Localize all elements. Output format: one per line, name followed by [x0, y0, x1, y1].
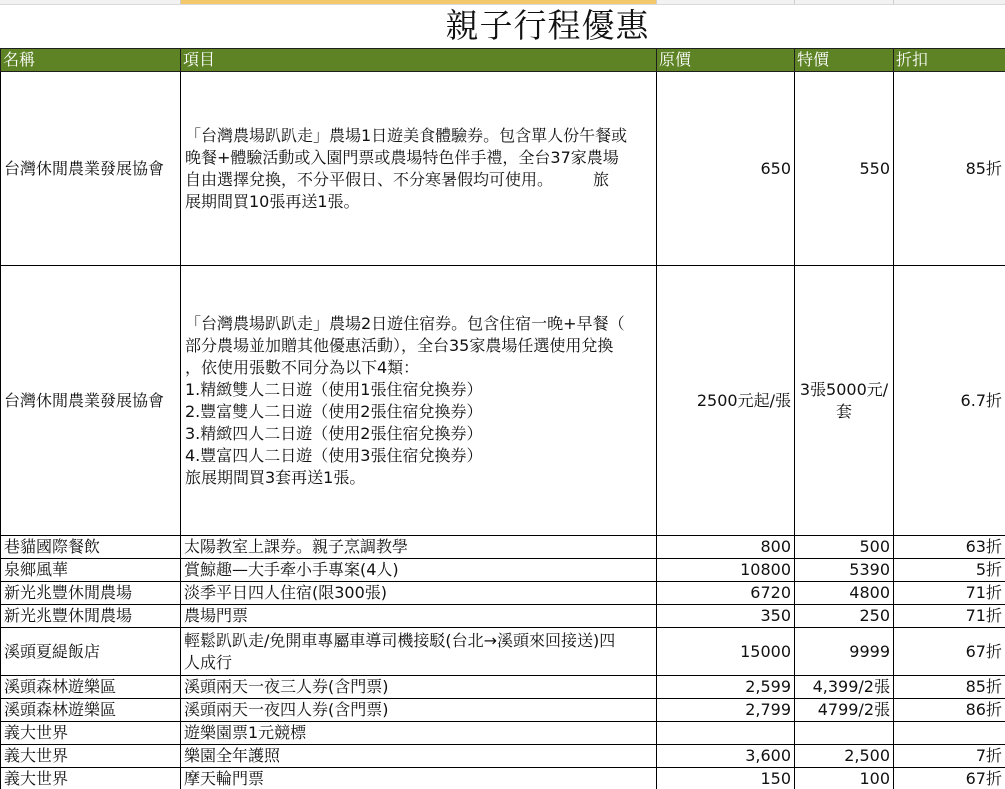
original-price-cell[interactable]: 6720 [657, 582, 795, 605]
table-row [1, 72, 1005, 266]
original-price-cell[interactable]: 3,600 [657, 745, 795, 768]
original-price-cell[interactable]: 650 [657, 72, 795, 266]
header-cell-special-price[interactable]: 特價 [795, 49, 894, 72]
header-cell-discount[interactable]: 折扣 [894, 49, 1005, 72]
discount-cell[interactable]: 6.7折 [894, 266, 1005, 536]
name-cell[interactable]: 義大世界 [1, 768, 181, 789]
header-row [1, 49, 1005, 72]
table-row [1, 266, 1005, 536]
special-price-cell[interactable]: 2,500 [795, 745, 894, 768]
header-cell-original-price[interactable]: 原價 [657, 49, 795, 72]
discount-cell[interactable] [894, 722, 1005, 745]
header-cell-name[interactable]: 名稱 [1, 49, 181, 72]
discount-cell[interactable]: 5折 [894, 559, 1005, 582]
item-cell[interactable] [181, 72, 657, 266]
table-row [1, 628, 1005, 676]
header-cell-item[interactable]: 項目 [181, 49, 657, 72]
special-price-cell[interactable]: 500 [795, 536, 894, 559]
name-cell[interactable]: 義大世界 [1, 745, 181, 768]
name-cell[interactable]: 溪頭森林遊樂區 [1, 699, 181, 722]
original-price-cell[interactable]: 15000 [657, 628, 795, 676]
original-price-cell[interactable]: 10800 [657, 559, 795, 582]
discount-cell[interactable]: 67折 [894, 628, 1005, 676]
original-price-cell[interactable]: 2,799 [657, 699, 795, 722]
table-row [1, 559, 1005, 582]
item-cell[interactable]: 賞鯨趣—大手牽小手專案(4人) [181, 559, 657, 582]
special-price-cell[interactable]: 9999 [795, 628, 894, 676]
table-row [1, 536, 1005, 559]
promo-table [0, 48, 1005, 789]
table-row [1, 605, 1005, 628]
table-row [1, 722, 1005, 745]
name-cell[interactable]: 新光兆豐休閒農場 [1, 582, 181, 605]
special-price-cell[interactable]: 550 [795, 72, 894, 266]
special-price-cell[interactable] [795, 722, 894, 745]
discount-cell[interactable]: 85折 [894, 676, 1005, 699]
item-cell[interactable] [181, 628, 657, 676]
special-price-cell[interactable] [795, 266, 894, 536]
original-price-cell[interactable]: 2,599 [657, 676, 795, 699]
name-cell[interactable]: 義大世界 [1, 722, 181, 745]
original-price-cell[interactable]: 350 [657, 605, 795, 628]
special-price-cell[interactable]: 5390 [795, 559, 894, 582]
table-row [1, 768, 1005, 789]
item-text: 「台灣農場趴趴走」農場1日遊美食體驗券。包含單人份午餐或 晚餐+體驗活動或入園門票或農場特色伴手禮，全台37家農場 自由選擇兌換，不分平假日、不分寒暑假均可使用。 旅 展期間買10張再送1張。 [185, 125, 628, 211]
table-row [1, 699, 1005, 722]
original-price-cell[interactable]: 2500元起/張 [657, 266, 795, 536]
name-cell[interactable]: 泉鄉風華 [1, 559, 181, 582]
original-price-cell[interactable]: 150 [657, 768, 795, 789]
discount-cell[interactable]: 7折 [894, 745, 1005, 768]
discount-cell[interactable]: 85折 [894, 72, 1005, 266]
name-cell[interactable]: 台灣休閒農業發展協會 [1, 72, 181, 266]
original-price-cell[interactable]: 800 [657, 536, 795, 559]
original-price-cell[interactable] [657, 722, 795, 745]
discount-cell[interactable]: 71折 [894, 582, 1005, 605]
name-cell[interactable]: 溪頭夏緹飯店 [1, 628, 181, 676]
discount-cell[interactable]: 71折 [894, 605, 1005, 628]
name-cell[interactable]: 台灣休閒農業發展協會 [1, 266, 181, 536]
sheet-title[interactable]: 親子行程優惠 [445, 6, 650, 45]
item-cell[interactable]: 溪頭兩天一夜三人券(含門票) [181, 676, 657, 699]
discount-cell[interactable]: 63折 [894, 536, 1005, 559]
discount-cell[interactable]: 86折 [894, 699, 1005, 722]
item-cell[interactable]: 摩天輪門票 [181, 768, 657, 789]
name-cell[interactable]: 新光兆豐休閒農場 [1, 605, 181, 628]
special-price-cell[interactable]: 250 [795, 605, 894, 628]
item-cell[interactable]: 溪頭兩天一夜四人券(含門票) [181, 699, 657, 722]
item-cell[interactable]: 淡季平日四人住宿(限300張) [181, 582, 657, 605]
special-price-cell[interactable]: 100 [795, 768, 894, 789]
item-text: 輕鬆趴趴走/免開車專屬車導司機接駁(台北→溪頭來回接送)四 人成行 [184, 630, 616, 672]
special-price-cell[interactable]: 4799/2張 [795, 699, 894, 722]
item-cell[interactable]: 遊樂園票1元競標 [181, 722, 657, 745]
discount-cell[interactable]: 67折 [894, 768, 1005, 789]
item-cell[interactable]: 太陽教室上課券。親子烹調教學 [181, 536, 657, 559]
table-row [1, 582, 1005, 605]
table-row [1, 745, 1005, 768]
special-price-cell[interactable]: 4,399/2張 [795, 676, 894, 699]
item-text: 「台灣農場趴趴走」農場2日遊住宿券。包含住宿一晚+早餐（ 部分農場並加贈其他優惠活動），全台35家農場任選使用兌換 ，依使用張數不同分為以下4類： 1.精緻雙人二日遊（使用1張住宿兌換券） 2.豐富雙人二日遊（使用2張住宿兌換券） 3.精緻四人二日遊（使用2張住宿兌換券） 4.豐富四人二日遊（使用3張住宿兌換券） 旅展期間買3套再送1張。 [185, 313, 625, 487]
item-cell[interactable]: 農場門票 [181, 605, 657, 628]
special-price-text: 3張5000元/ 套 [799, 379, 889, 421]
table-row [1, 676, 1005, 699]
item-cell[interactable]: 樂園全年護照 [181, 745, 657, 768]
name-cell[interactable]: 溪頭森林遊樂區 [1, 676, 181, 699]
name-cell[interactable]: 巷貓國際餐飲 [1, 536, 181, 559]
special-price-cell[interactable]: 4800 [795, 582, 894, 605]
item-cell[interactable] [181, 266, 657, 536]
